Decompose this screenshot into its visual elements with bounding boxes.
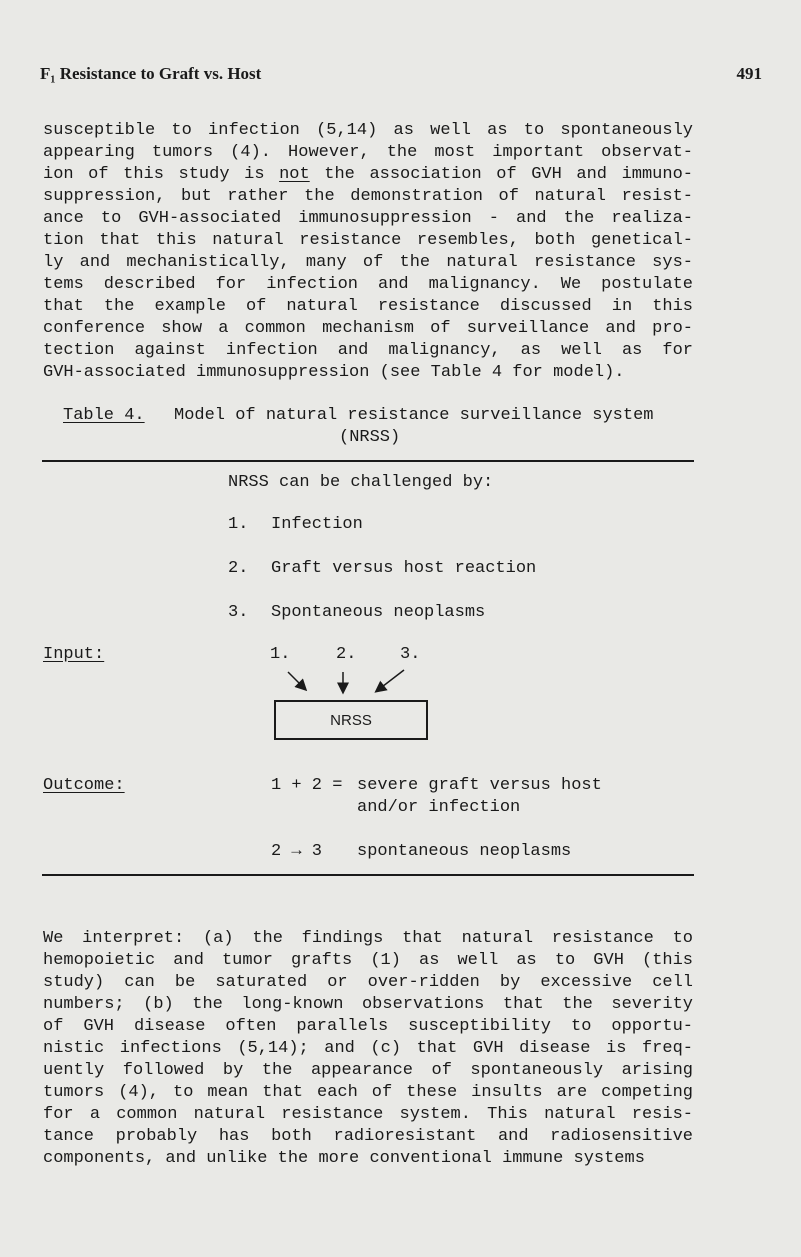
table-label: Table 4.: [63, 406, 145, 425]
nrss-box: [274, 700, 428, 740]
paragraph-line: [43, 164, 693, 186]
outcome-text: and/or infection: [357, 798, 521, 817]
paragraph-line: hemopoietic and tumor grafts (1) as well as to GVH (this: [43, 951, 693, 970]
table-bottom-rule: [42, 874, 694, 876]
paragraph-line: suppression, but rather the demonstration of natural resist-: [43, 187, 693, 206]
underlined-word: not: [279, 165, 310, 184]
input-arrows: [280, 668, 420, 700]
input-label: Input:: [43, 645, 105, 664]
paragraph-line: that the example of natural resistance discussed in this: [43, 297, 693, 316]
paragraph-line: appearing tumors (4). However, the most important observat-: [43, 143, 693, 162]
paragraph-line: for a common natural resistance system. This natural resis-: [43, 1105, 693, 1124]
paragraph-1: [43, 120, 693, 384]
item-text: Spontaneous neoplasms: [271, 603, 486, 622]
outcome-text: severe graft versus host: [357, 776, 602, 795]
paragraph-line: tection against infection and malignancy, as well as for: [43, 341, 693, 360]
paragraph-line: tance probably has both radioresistant and radiosensitive: [43, 1127, 693, 1146]
paragraph-line: components, and unlike the more conventional immune systems: [43, 1149, 645, 1168]
table-title: Model of natural resistance surveillance system: [174, 406, 654, 425]
text-span: the association of GVH and immuno-: [309, 165, 693, 184]
paragraph-line: tumors (4), to mean that each of these insults are competing: [43, 1083, 693, 1102]
text-span: ion of this study is: [43, 165, 280, 184]
nrss-box-label: NRSS: [330, 711, 372, 729]
input-number: 1.: [270, 645, 291, 664]
paragraph-line: ly and mechanistically, many of the natural resistance sys-: [43, 253, 693, 272]
paragraph-line: GVH-associated immunosuppression (see Table 4 for model).: [43, 363, 625, 382]
outcome-text: spontaneous neoplasms: [357, 842, 572, 861]
item-text: Infection: [271, 515, 363, 534]
paragraph-line: tems described for infection and malignancy. We postulate: [43, 275, 693, 294]
arrow-3: [378, 670, 404, 690]
item-text: Graft versus host reaction: [271, 559, 537, 578]
paragraph-line: conference show a common mechanism of surveillance and pro-: [43, 319, 693, 338]
arrow-1: [288, 672, 304, 688]
outcome-label: Outcome:: [43, 776, 125, 795]
item-number: 3.: [228, 603, 249, 622]
paragraph-line: of GVH disease often parallels susceptibility to opportu-: [43, 1017, 693, 1036]
outcome-expression: 1 + 2 =: [271, 776, 343, 795]
page-number: 491: [736, 64, 762, 83]
item-number: 1.: [228, 515, 249, 534]
input-number: 2.: [336, 645, 357, 664]
paragraph-line: susceptible to infection (5,14) as well as to spontaneously: [43, 121, 693, 140]
paragraph-line: We interpret: (a) the findings that natural resistance to: [43, 929, 693, 948]
paragraph-line: numbers; (b) the long-known observations that the severity: [43, 995, 693, 1014]
running-title: F₁ Resistance to Graft vs. Host: [40, 64, 262, 83]
table-top-rule: [42, 460, 694, 462]
item-number: 2.: [228, 559, 249, 578]
paragraph-line: nistic infections (5,14); and (c) that GVH disease is freq-: [43, 1039, 693, 1058]
paragraph-line: uently followed by the appearance of spontaneously arising: [43, 1061, 693, 1080]
challenge-heading: NRSS can be challenged by:: [228, 473, 494, 492]
input-number: 3.: [400, 645, 421, 664]
paragraph-2: [43, 928, 693, 1170]
paragraph-line: ance to GVH-associated immunosuppression - and the realiza-: [43, 209, 693, 228]
outcome-expression: 2 → 3: [271, 842, 323, 861]
paragraph-line: study) can be saturated or over-ridden by excessive cell: [43, 973, 693, 992]
table-title-abbrev: (NRSS): [339, 428, 401, 447]
paragraph-line: tion that this natural resistance resembles, both genetical-: [43, 231, 693, 250]
